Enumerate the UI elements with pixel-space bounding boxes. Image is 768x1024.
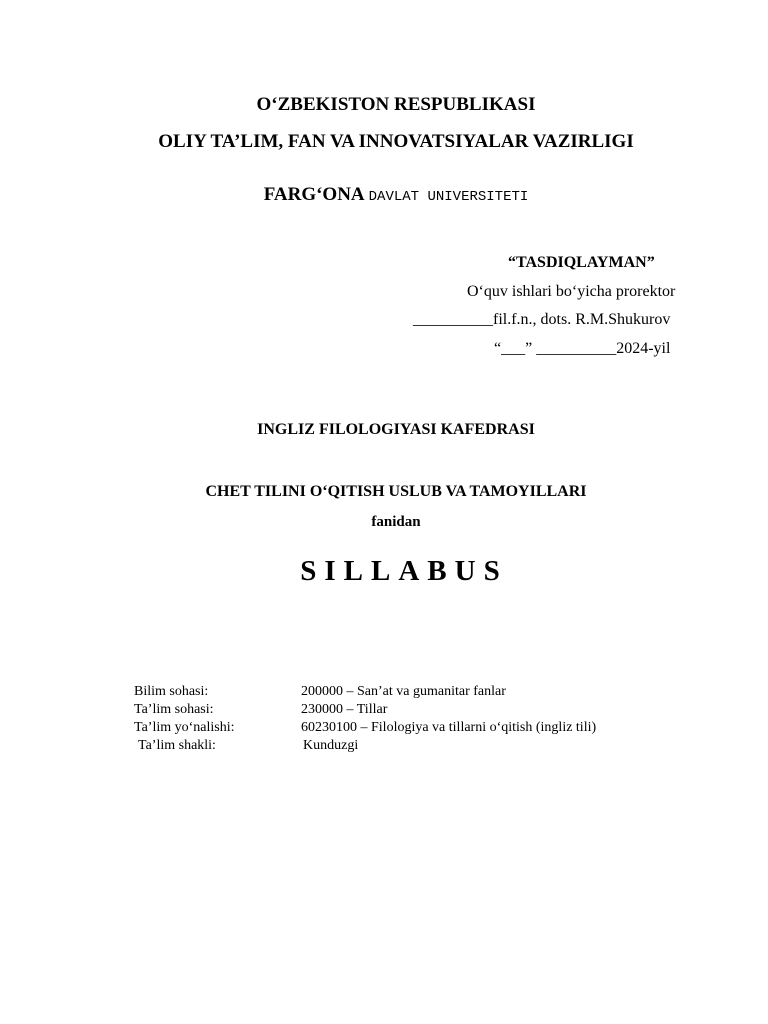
info-label: Ta’lim yo‘nalishi:	[134, 720, 235, 735]
document-type-title: SILLABUS	[300, 555, 508, 587]
info-label: Ta’lim shakli:	[138, 738, 216, 753]
approval-date: “___” __________2024-yil	[494, 340, 671, 357]
approval-role: O‘quv ishlari bo‘yicha prorektor	[467, 283, 676, 300]
subject-suffix: fanidan	[371, 514, 421, 530]
university-name-rest: DAVLAT UNIVERSITETI	[368, 189, 529, 205]
info-label: Bilim sohasi:	[134, 684, 209, 699]
info-label: Ta’lim sohasi:	[134, 702, 214, 717]
subject-title: CHET TILINI O‘QITISH USLUB VA TAMOYILLARI	[205, 483, 587, 500]
approval-title: “TASDIQLAYMAN”	[508, 254, 655, 271]
approval-signer: __________fil.f.n., dots. R.M.Shukurov	[413, 311, 671, 328]
ministry-heading: OLIY TA’LIM, FAN VA INNOVATSIYALAR VAZIRLIGI	[158, 131, 634, 152]
university-name-bold: FARG‘ONA	[263, 184, 365, 205]
info-value: Kunduzgi	[303, 738, 359, 753]
university-heading	[0, 184, 768, 206]
info-value: 200000 – San’at va gumanitar fanlar	[301, 684, 506, 699]
department-heading: INGLIZ FILOLOGIYASI KAFEDRASI	[257, 421, 535, 438]
info-value: 60230100 – Filologiya va tillarni o‘qitish (ingliz tili)	[301, 720, 597, 735]
info-value: 230000 – Tillar	[301, 702, 388, 717]
country-heading: O‘ZBEKISTON RESPUBLIKASI	[256, 94, 536, 115]
